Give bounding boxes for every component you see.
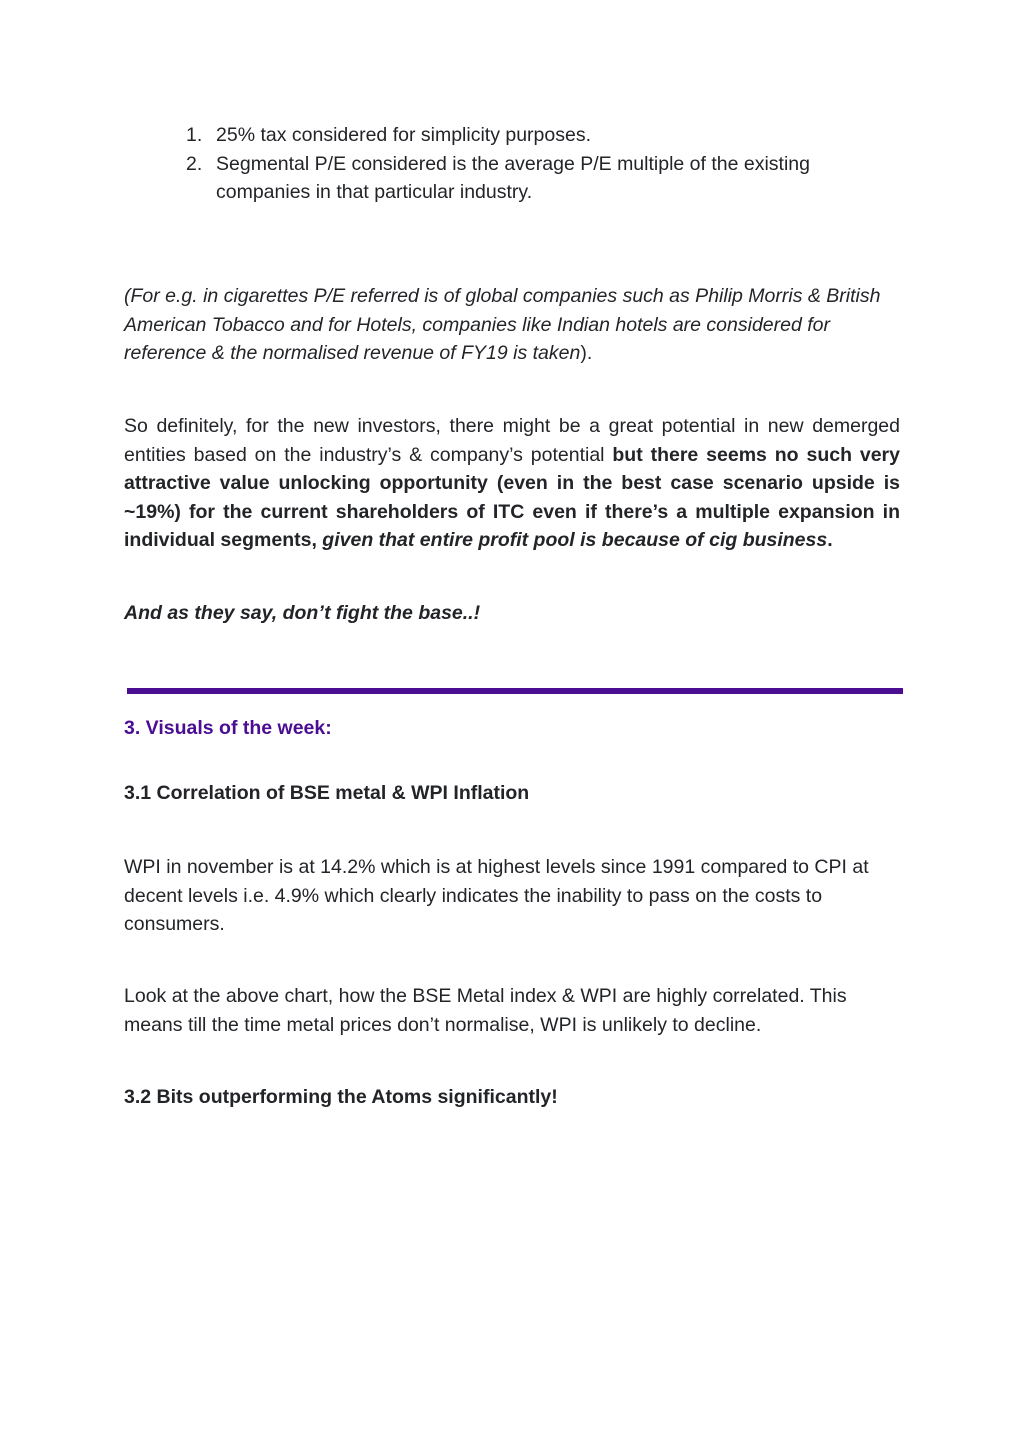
demerger-paragraph-plain: So definitely, for the new investors, there might be a great potential in new demerged entities based on the industry’s & company’s potential	[124, 415, 900, 466]
chart-commentary-paragraph: Look at the above chart, how the BSE Metal index & WPI are highly correlated. This means till the time metal prices don’t normalise, WPI is unlikely to decline.	[124, 985, 847, 1036]
closing-remark: And as they say, don’t fight the base..!	[124, 602, 481, 624]
assumption-notes-list	[186, 121, 866, 207]
demerger-paragraph-end: .	[827, 529, 833, 551]
list-item-number: 1.	[186, 124, 203, 146]
subsection-heading-bits-atoms: 3.2 Bits outperforming the Atoms significantly!	[124, 1086, 558, 1108]
list-item-text: Segmental P/E considered is the average P/E multiple of the existing companies in that particular industry.	[216, 152, 810, 203]
list-item	[186, 121, 866, 150]
demerger-paragraph	[124, 412, 900, 555]
subsection-heading-bse-metal-wpi: 3.1 Correlation of BSE metal & WPI Inflation	[124, 782, 530, 804]
list-item-text: 25% tax considered for simplicity purposes.	[216, 124, 592, 146]
pe-reference-note-text: (For e.g. in cigarettes P/E referred is of global companies such as Philip Morris & British American Tobacco and for Hotels, companies like Indian hotels are considered for reference & the normalised revenue of FY19 is taken	[124, 285, 881, 364]
demerger-paragraph-bold: but there seems no such very attractive value unlocking opportunity (even in the best case scenario upside is ~19%) for the current shareholders of ITC even if there’s a multiple expansion in individual segments,	[124, 443, 900, 551]
list-item-number: 2.	[186, 152, 203, 175]
section-divider	[127, 688, 903, 694]
pe-reference-note-tail: ).	[580, 342, 593, 364]
pe-reference-note	[124, 282, 900, 368]
demerger-paragraph-bold-italic: given that entire profit pool is because of cig business	[322, 529, 828, 551]
list-item	[186, 150, 866, 207]
section-heading: 3. Visuals of the week:	[124, 717, 332, 739]
wpi-paragraph: WPI in november is at 14.2% which is at highest levels since 1991 compared to CPI at decent levels i.e. 4.9% which clearly indicates the inability to pass on the costs to consumers.	[124, 856, 869, 935]
